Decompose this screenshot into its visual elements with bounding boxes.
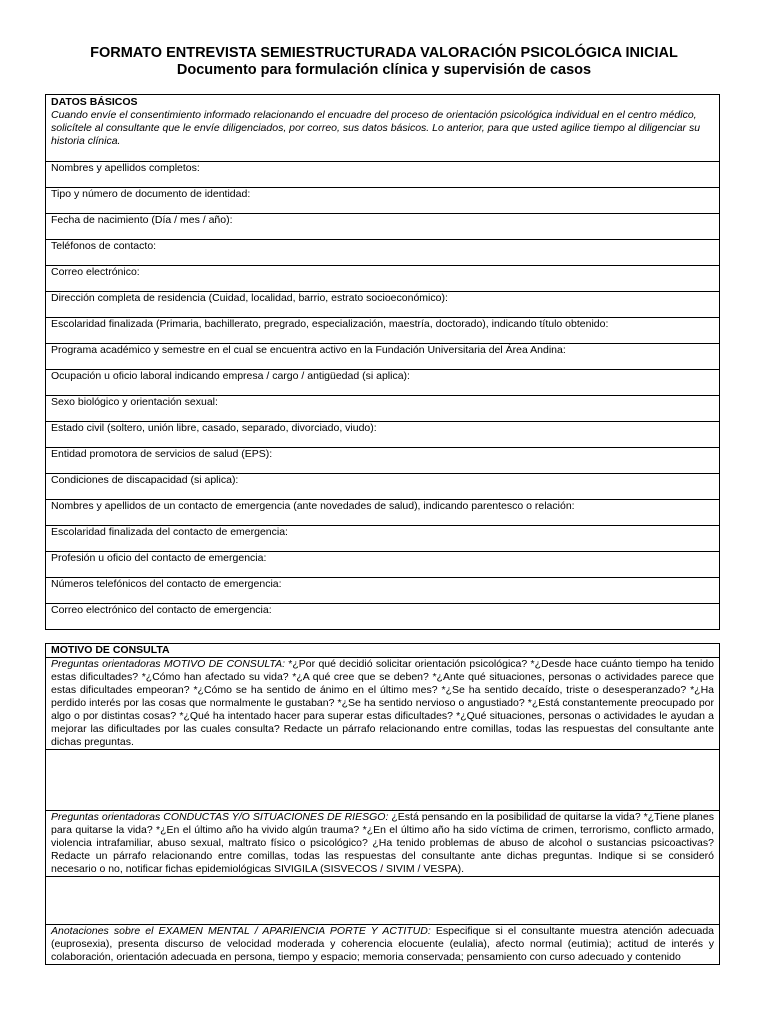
datos-basicos-instruction: Cuando envíe el consentimiento informado relacionando el encuadre del proceso de orientación psicológica individual en el centro médico, solicítele al consultante que le envíe diligenciados, por correo, sus datos básicos. Lo anterior, para que usted agilice tiempo al diligenciar su historia clínica. — [51, 109, 701, 147]
form-field-row[interactable] — [46, 240, 720, 266]
form-field-label: Programa académico y semestre en el cual se encuentra activo en la Fundación Universitaria del Área Andina: — [51, 344, 566, 356]
form-field-cell[interactable] — [46, 214, 720, 240]
form-field-row[interactable] — [46, 526, 720, 552]
form-field-row[interactable] — [46, 188, 720, 214]
form-field-row[interactable] — [46, 422, 720, 448]
form-field-row[interactable] — [46, 578, 720, 604]
form-field-row[interactable] — [46, 604, 720, 630]
form-field-label: Correo electrónico: — [51, 266, 140, 278]
document-subtitle: Documento para formulación clínica y supervisión de casos — [176, 62, 592, 78]
form-field-cell[interactable] — [46, 448, 720, 474]
form-field-row[interactable] — [46, 552, 720, 578]
examen-mental-text: Especifique si el consultante muestra atención adecuada (euprosexia), presenta discurso de velocidad moderada y coherencia elocuente (eulalia), afecto normal (eutimia); actitud de interés y colaboración, orientación adecuada en persona, tiempo y espacio; memoria conservada; pensamiento con curso adecuado y contenido — [51, 925, 714, 963]
form-field-label: Nombres y apellidos completos: — [51, 162, 200, 174]
form-field-cell[interactable] — [46, 474, 720, 500]
form-field-cell[interactable] — [46, 266, 720, 292]
form-field-cell[interactable] — [46, 240, 720, 266]
motivo-answer-field[interactable] — [46, 750, 720, 811]
form-field-cell[interactable] — [46, 552, 720, 578]
form-field-label: Escolaridad finalizada (Primaria, bachillerato, pregrado, especialización, maestría, doctorado), indicando título obtenido: — [51, 318, 609, 330]
form-field-label: Condiciones de discapacidad (si aplica): — [51, 474, 239, 486]
form-field-row[interactable] — [46, 318, 720, 344]
datos-basicos-fields — [46, 162, 720, 630]
form-field-cell[interactable] — [46, 292, 720, 318]
form-field-label: Correo electrónico del contacto de emergencia: — [51, 604, 272, 616]
form-field-row[interactable] — [46, 292, 720, 318]
form-field-label: Números telefónicos del contacto de emergencia: — [51, 578, 282, 590]
form-field-row[interactable] — [46, 396, 720, 422]
examen-mental-cell — [46, 925, 720, 965]
form-field-label: Dirección completa de residencia (Cuidad, localidad, barrio, estrato socioeconómico): — [51, 292, 448, 304]
motivo-questions-cell — [46, 658, 720, 750]
datos-basicos-table — [45, 94, 720, 630]
form-field-cell[interactable] — [46, 500, 720, 526]
form-field-row[interactable] — [46, 162, 720, 188]
form-field-label: Estado civil (soltero, unión libre, casado, separado, divorciado, viudo): — [51, 422, 377, 434]
form-field-row[interactable] — [46, 474, 720, 500]
form-field-cell[interactable] — [46, 422, 720, 448]
form-field-cell[interactable] — [46, 396, 720, 422]
form-field-label: Teléfonos de contacto: — [51, 240, 157, 252]
motivo-consulta-header: MOTIVO DE CONSULTA — [51, 644, 170, 656]
form-field-label: Entidad promotora de servicios de salud (EPS): — [51, 448, 273, 460]
form-field-label: Nombres y apellidos de un contacto de emergencia (ante novedades de salud), indicando parentesco o relación: — [51, 500, 575, 512]
motivo-questions-text: *¿Por qué decidió solicitar orientación psicológica? *¿Desde hace cuánto tiempo ha tenido estas dificultades? *¿Cómo han afectado su vida? *¿A qué cree que se deben? *¿Ante qué situaciones, personas o actividades parece que estas dificultades empeoran? *¿Cómo se ha sentido de ánimo en el último mes? *¿Se ha sentido decaído, triste o desesperanzado? *¿Ha perdido interés por las cosas que normalmente le gustaban? *¿Se ha sentido nervioso o angustiado? *¿Está constantemente preocupado por algo o por distintas cosas? *¿Qué ha intentado hacer para superar estas dificultades? *¿Qué situaciones, personas o actividades le ayudan a mejorar las dificultades por las cuales consulta? Redacte un párrafo relacionando entre comillas, todas las respuestas del consultante ante dichas preguntas. — [51, 658, 714, 748]
examen-mental-lead: Anotaciones sobre el EXAMEN MENTAL / APARIENCIA PORTE Y ACTITUD: — [51, 925, 431, 937]
form-field-row[interactable] — [46, 344, 720, 370]
form-field-cell[interactable] — [46, 318, 720, 344]
riesgo-answer-field[interactable] — [46, 877, 720, 925]
riesgo-questions-text: ¿Está pensando en la posibilidad de quitarse la vida? *¿Tiene planes para quitarse la vida? *¿En el último año ha vivido algún trauma? *¿En el último año ha sido víctima de crimen, terrorismo, conflicto armado, violencia intrafamiliar, abuso sexual, maltrato físico o psicológico? ¿Ha tenido problemas de abuso de alcohol o sustancias psicoactivas? Redacte un párrafo relacionando entre comillas, todas las respuestas del consultante ante dichas preguntas. Indique si se consideró necesario o no, notificar fichas epidemiológicas SIVIGILA (SISVECOS / SIVIM / VESPA). — [51, 811, 714, 875]
form-field-label: Sexo biológico y orientación sexual: — [51, 396, 218, 408]
form-field-row[interactable] — [46, 370, 720, 396]
form-field-cell[interactable] — [46, 604, 720, 630]
form-field-label: Profesión u oficio del contacto de emergencia: — [51, 552, 267, 564]
motivo-consulta-table — [45, 643, 720, 965]
form-field-label: Ocupación u oficio laboral indicando empresa / cargo / antigüedad (si aplica): — [51, 370, 410, 382]
motivo-questions-lead: Preguntas orientadoras MOTIVO DE CONSULTA: — [51, 658, 285, 670]
form-field-cell[interactable] — [46, 578, 720, 604]
form-field-label: Fecha de nacimiento (Día / mes / año): — [51, 214, 233, 226]
form-field-cell[interactable] — [46, 344, 720, 370]
motivo-consulta-header-cell — [46, 644, 720, 658]
form-field-row[interactable] — [46, 266, 720, 292]
form-field-label: Tipo y número de documento de identidad: — [51, 188, 251, 200]
riesgo-questions-lead: Preguntas orientadoras CONDUCTAS Y/O SITUACIONES DE RIESGO: — [51, 811, 389, 823]
form-field-row[interactable] — [46, 214, 720, 240]
form-field-label: Escolaridad finalizada del contacto de emergencia: — [51, 526, 288, 538]
form-field-cell[interactable] — [46, 370, 720, 396]
form-field-cell[interactable] — [46, 188, 720, 214]
form-field-row[interactable] — [46, 448, 720, 474]
datos-basicos-section — [46, 95, 720, 162]
form-field-cell[interactable] — [46, 526, 720, 552]
datos-basicos-header: DATOS BÁSICOS — [51, 96, 138, 108]
riesgo-questions-cell — [46, 811, 720, 877]
form-field-cell[interactable] — [46, 162, 720, 188]
form-field-row[interactable] — [46, 500, 720, 526]
document-title: FORMATO ENTREVISTA SEMIESTRUCTURADA VALORACIÓN PSICOLÓGICA INICIAL — [90, 45, 678, 61]
